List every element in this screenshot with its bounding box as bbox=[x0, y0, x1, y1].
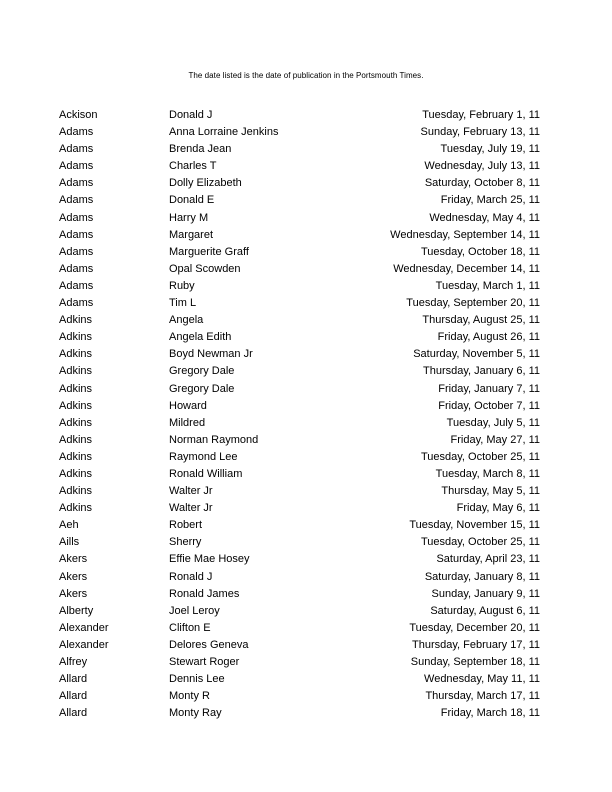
entry-given-name: Angela Edith bbox=[169, 331, 232, 344]
entry-publication-date: Tuesday, February 1, 11 bbox=[422, 109, 540, 121]
entry-row bbox=[0, 500, 612, 517]
entry-surname: Adams bbox=[59, 160, 94, 173]
entry-row bbox=[0, 705, 612, 722]
entry-given-name: Raymond Lee bbox=[169, 450, 238, 463]
entry-surname: Adkins bbox=[59, 314, 93, 327]
entry-surname: Akers bbox=[59, 553, 88, 566]
entry-given-name: Tim L bbox=[169, 297, 197, 310]
entry-given-name: Ronald William bbox=[169, 467, 243, 480]
entry-surname: Adams bbox=[59, 297, 94, 310]
entry-surname: Aills bbox=[59, 536, 80, 549]
entry-given-name: Walter Jr bbox=[169, 485, 213, 498]
entry-row bbox=[0, 244, 612, 261]
entry-row bbox=[0, 329, 612, 346]
entry-surname: Akers bbox=[59, 570, 88, 583]
entry-surname: Adams bbox=[59, 262, 94, 275]
entry-row bbox=[0, 620, 612, 637]
entry-publication-date: Tuesday, July 19, 11 bbox=[440, 143, 540, 156]
entry-row bbox=[0, 688, 612, 705]
entry-row bbox=[0, 141, 612, 158]
entry-given-name: Monty Ray bbox=[169, 707, 222, 720]
entry-row bbox=[0, 346, 612, 363]
entry-given-name: Monty R bbox=[169, 690, 210, 703]
entry-surname: Adkins bbox=[59, 485, 93, 498]
entry-given-name: Dolly Elizabeth bbox=[169, 177, 242, 190]
entry-row bbox=[0, 107, 612, 124]
entry-row bbox=[0, 551, 612, 568]
entry-surname: Adams bbox=[59, 177, 94, 190]
entry-row bbox=[0, 466, 612, 483]
entry-row bbox=[0, 295, 612, 312]
entry-surname: Adkins bbox=[59, 365, 93, 378]
entry-row bbox=[0, 415, 612, 432]
entry-given-name: Sherry bbox=[169, 536, 202, 549]
entry-given-name: Ronald James bbox=[169, 587, 240, 600]
entry-row bbox=[0, 654, 612, 671]
entry-row bbox=[0, 210, 612, 227]
entry-publication-date: Tuesday, July 5, 11 bbox=[446, 416, 540, 429]
entry-given-name: Dennis Lee bbox=[169, 673, 225, 686]
entry-surname: Alberty bbox=[59, 604, 94, 617]
entry-surname: Adams bbox=[59, 245, 94, 258]
entry-publication-date: Wednesday, May 11, 11 bbox=[424, 673, 540, 686]
entry-given-name: Effie Mae Hosey bbox=[169, 553, 250, 566]
entry-publication-date: Sunday, January 9, 11 bbox=[431, 587, 540, 600]
entry-row bbox=[0, 432, 612, 449]
entry-surname: Allard bbox=[59, 673, 88, 686]
obituary-index-list bbox=[0, 107, 612, 722]
entry-row bbox=[0, 586, 612, 603]
entry-surname: Ackison bbox=[59, 109, 98, 121]
entry-given-name: Brenda Jean bbox=[169, 143, 232, 156]
entry-row bbox=[0, 671, 612, 688]
entry-given-name: Marguerite Graff bbox=[169, 245, 249, 258]
entry-row bbox=[0, 124, 612, 141]
entry-surname: Adams bbox=[59, 279, 94, 292]
entry-given-name: Delores Geneva bbox=[169, 638, 249, 651]
entry-surname: Adkins bbox=[59, 331, 93, 344]
entry-surname: Adkins bbox=[59, 416, 93, 429]
entry-publication-date: Saturday, August 6, 11 bbox=[430, 604, 540, 617]
entry-given-name: Clifton E bbox=[169, 621, 211, 634]
entry-surname: Alfrey bbox=[59, 656, 88, 668]
entry-publication-date: Thursday, May 5, 11 bbox=[441, 485, 540, 498]
entry-given-name: Opal Scowden bbox=[169, 262, 241, 275]
entry-publication-date: Wednesday, July 13, 11 bbox=[424, 160, 540, 173]
entry-row bbox=[0, 637, 612, 654]
entry-given-name: Gregory Dale bbox=[169, 365, 235, 378]
entry-given-name: Ronald J bbox=[169, 570, 213, 583]
entry-publication-date: Saturday, October 8, 11 bbox=[424, 177, 540, 190]
entry-publication-date: Sunday, September 18, 11 bbox=[410, 656, 540, 668]
entry-row bbox=[0, 363, 612, 380]
entry-publication-date: Friday, August 26, 11 bbox=[437, 331, 540, 344]
entry-given-name: Gregory Dale bbox=[169, 382, 235, 395]
entry-publication-date: Wednesday, December 14, 11 bbox=[393, 262, 540, 275]
entry-surname: Adkins bbox=[59, 348, 93, 361]
entry-surname: Adams bbox=[59, 194, 94, 207]
entry-given-name: Robert bbox=[169, 519, 203, 532]
entry-given-name: Boyd Newman Jr bbox=[169, 348, 253, 361]
entry-publication-date: Wednesday, September 14, 11 bbox=[390, 228, 540, 241]
entry-publication-date: Thursday, March 17, 11 bbox=[425, 690, 540, 703]
entry-row bbox=[0, 603, 612, 620]
entry-surname: Alexander bbox=[59, 621, 109, 634]
entry-publication-date: Sunday, February 13, 11 bbox=[420, 126, 540, 139]
entry-given-name: Margaret bbox=[169, 228, 214, 241]
entry-given-name: Anna Lorraine Jenkins bbox=[169, 126, 279, 139]
entry-given-name: Stewart Roger bbox=[169, 656, 240, 668]
entry-row bbox=[0, 158, 612, 175]
entry-given-name: Donald E bbox=[169, 194, 215, 207]
entry-given-name: Howard bbox=[169, 399, 207, 412]
entry-row bbox=[0, 278, 612, 295]
entry-row bbox=[0, 175, 612, 192]
entry-publication-date: Tuesday, September 20, 11 bbox=[406, 297, 540, 310]
entry-publication-date: Wednesday, May 4, 11 bbox=[429, 211, 540, 224]
entry-publication-date: Friday, May 27, 11 bbox=[450, 433, 540, 446]
entry-given-name: Angela bbox=[169, 314, 204, 327]
entry-given-name: Ruby bbox=[169, 279, 195, 292]
entry-publication-date: Tuesday, December 20, 11 bbox=[409, 621, 540, 634]
entry-surname: Adams bbox=[59, 126, 94, 139]
entry-surname: Adkins bbox=[59, 502, 93, 515]
entry-given-name: Joel Leroy bbox=[169, 604, 220, 617]
entry-surname: Allard bbox=[59, 707, 88, 720]
entry-surname: Adkins bbox=[59, 467, 93, 480]
entry-publication-date: Thursday, August 25, 11 bbox=[422, 314, 540, 327]
entry-surname: Akers bbox=[59, 587, 88, 600]
publication-note: The date listed is the date of publication in the Portsmouth Times. bbox=[188, 71, 424, 80]
entry-row bbox=[0, 192, 612, 209]
entry-publication-date: Tuesday, October 25, 11 bbox=[420, 536, 540, 549]
entry-publication-date: Friday, March 18, 11 bbox=[440, 707, 540, 720]
entry-publication-date: Tuesday, March 8, 11 bbox=[435, 467, 540, 480]
entry-surname: Aeh bbox=[59, 519, 79, 532]
entry-publication-date: Saturday, November 5, 11 bbox=[413, 348, 540, 361]
entry-publication-date: Friday, January 7, 11 bbox=[438, 382, 540, 395]
entry-row bbox=[0, 227, 612, 244]
entry-surname: Adams bbox=[59, 211, 94, 224]
entry-given-name: Harry M bbox=[169, 211, 209, 224]
entry-publication-date: Tuesday, October 25, 11 bbox=[420, 450, 540, 463]
entry-row bbox=[0, 398, 612, 415]
entry-publication-date: Thursday, February 17, 11 bbox=[412, 638, 540, 651]
entry-surname: Adams bbox=[59, 228, 94, 241]
entry-surname: Adkins bbox=[59, 450, 93, 463]
entry-publication-date: Thursday, January 6, 11 bbox=[423, 365, 540, 378]
entry-surname: Adams bbox=[59, 143, 94, 156]
entry-publication-date: Friday, May 6, 11 bbox=[456, 502, 540, 515]
entry-row bbox=[0, 261, 612, 278]
entry-row bbox=[0, 483, 612, 500]
entry-surname: Alexander bbox=[59, 638, 109, 651]
entry-publication-date: Saturday, April 23, 11 bbox=[436, 553, 540, 566]
entry-row bbox=[0, 312, 612, 329]
entry-publication-date: Saturday, January 8, 11 bbox=[424, 570, 540, 583]
entry-row bbox=[0, 449, 612, 466]
entry-given-name: Donald J bbox=[169, 109, 213, 121]
entry-surname: Allard bbox=[59, 690, 88, 703]
entry-surname: Adkins bbox=[59, 382, 93, 395]
entry-given-name: Norman Raymond bbox=[169, 433, 259, 446]
entry-surname: Adkins bbox=[59, 433, 93, 446]
entry-given-name: Walter Jr bbox=[169, 502, 213, 515]
entry-surname: Adkins bbox=[59, 399, 93, 412]
entry-row bbox=[0, 381, 612, 398]
entry-given-name: Charles T bbox=[169, 160, 217, 173]
entry-publication-date: Tuesday, November 15, 11 bbox=[409, 519, 540, 532]
entry-given-name: Mildred bbox=[169, 416, 206, 429]
entry-row bbox=[0, 517, 612, 534]
entry-publication-date: Tuesday, March 1, 11 bbox=[435, 279, 540, 292]
entry-row bbox=[0, 569, 612, 586]
entry-publication-date: Friday, October 7, 11 bbox=[438, 399, 540, 412]
entry-publication-date: Tuesday, October 18, 11 bbox=[420, 245, 540, 258]
entry-row bbox=[0, 534, 612, 551]
entry-publication-date: Friday, March 25, 11 bbox=[440, 194, 540, 207]
